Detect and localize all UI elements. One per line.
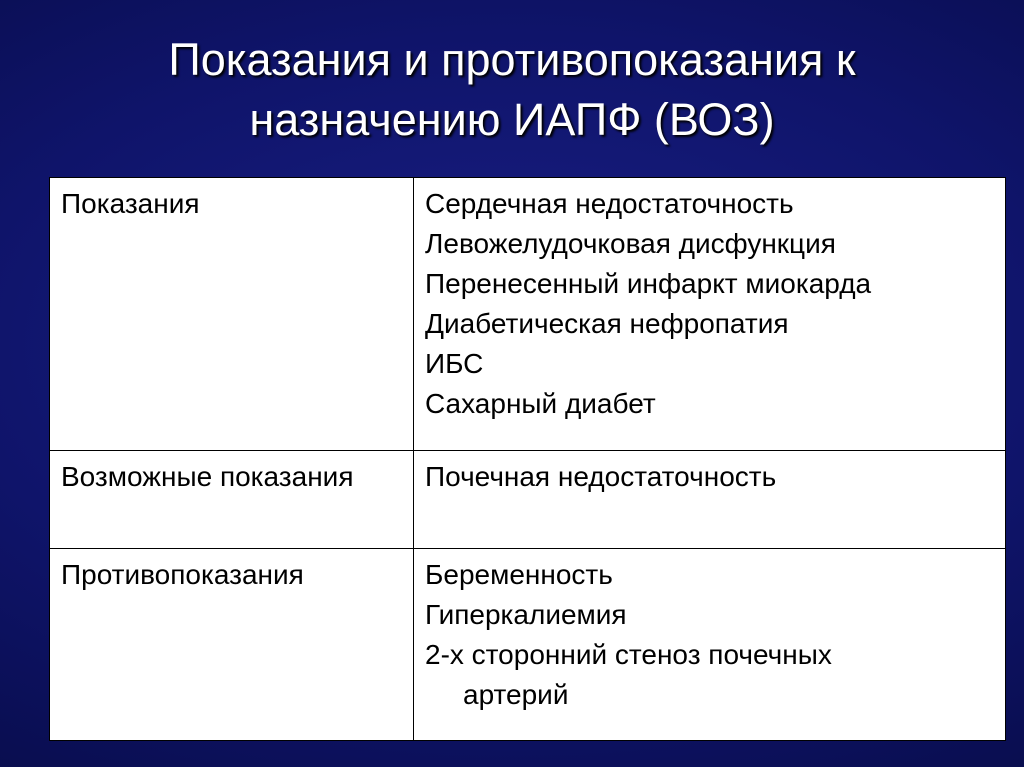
table-row-possible-indications: [50, 451, 1006, 549]
list-item: Левожелудочковая дисфункция: [425, 228, 836, 259]
table-row-indications: [50, 178, 1006, 451]
row-label: Возможные показания: [61, 461, 354, 492]
row-value-cell: [414, 549, 1006, 741]
list-item: Перенесенный инфаркт миокарда: [425, 268, 872, 299]
list-item: Диабетическая нефропатия: [425, 308, 789, 339]
row-value-cell: [414, 178, 1006, 451]
indications-table: [49, 177, 1006, 741]
row-value-cell: [414, 451, 1006, 549]
list-item: Беременность: [425, 559, 613, 590]
row-label-cell: [50, 549, 414, 741]
list-item: Сердечная недостаточность: [425, 188, 794, 219]
list-item: Сахарный диабет: [425, 388, 656, 419]
slide-title-line-1: Показания и противопоказания к: [168, 34, 856, 85]
slide-title: [20, 30, 1004, 150]
row-label: Противопоказания: [61, 559, 304, 590]
row-label-cell: [50, 451, 414, 549]
list-item: Почечная недостаточность: [425, 461, 777, 492]
list-item: Гиперкалиемия: [425, 599, 627, 630]
row-label: Показания: [61, 188, 200, 219]
row-label-cell: [50, 178, 414, 451]
slide-title-line-2: назначению ИАПФ (ВОЗ): [249, 94, 775, 145]
list-item: ИБС: [425, 348, 484, 379]
table-row-contraindications: [50, 549, 1006, 741]
list-item: 2-х сторонний стеноз почечных артерий: [425, 639, 832, 710]
